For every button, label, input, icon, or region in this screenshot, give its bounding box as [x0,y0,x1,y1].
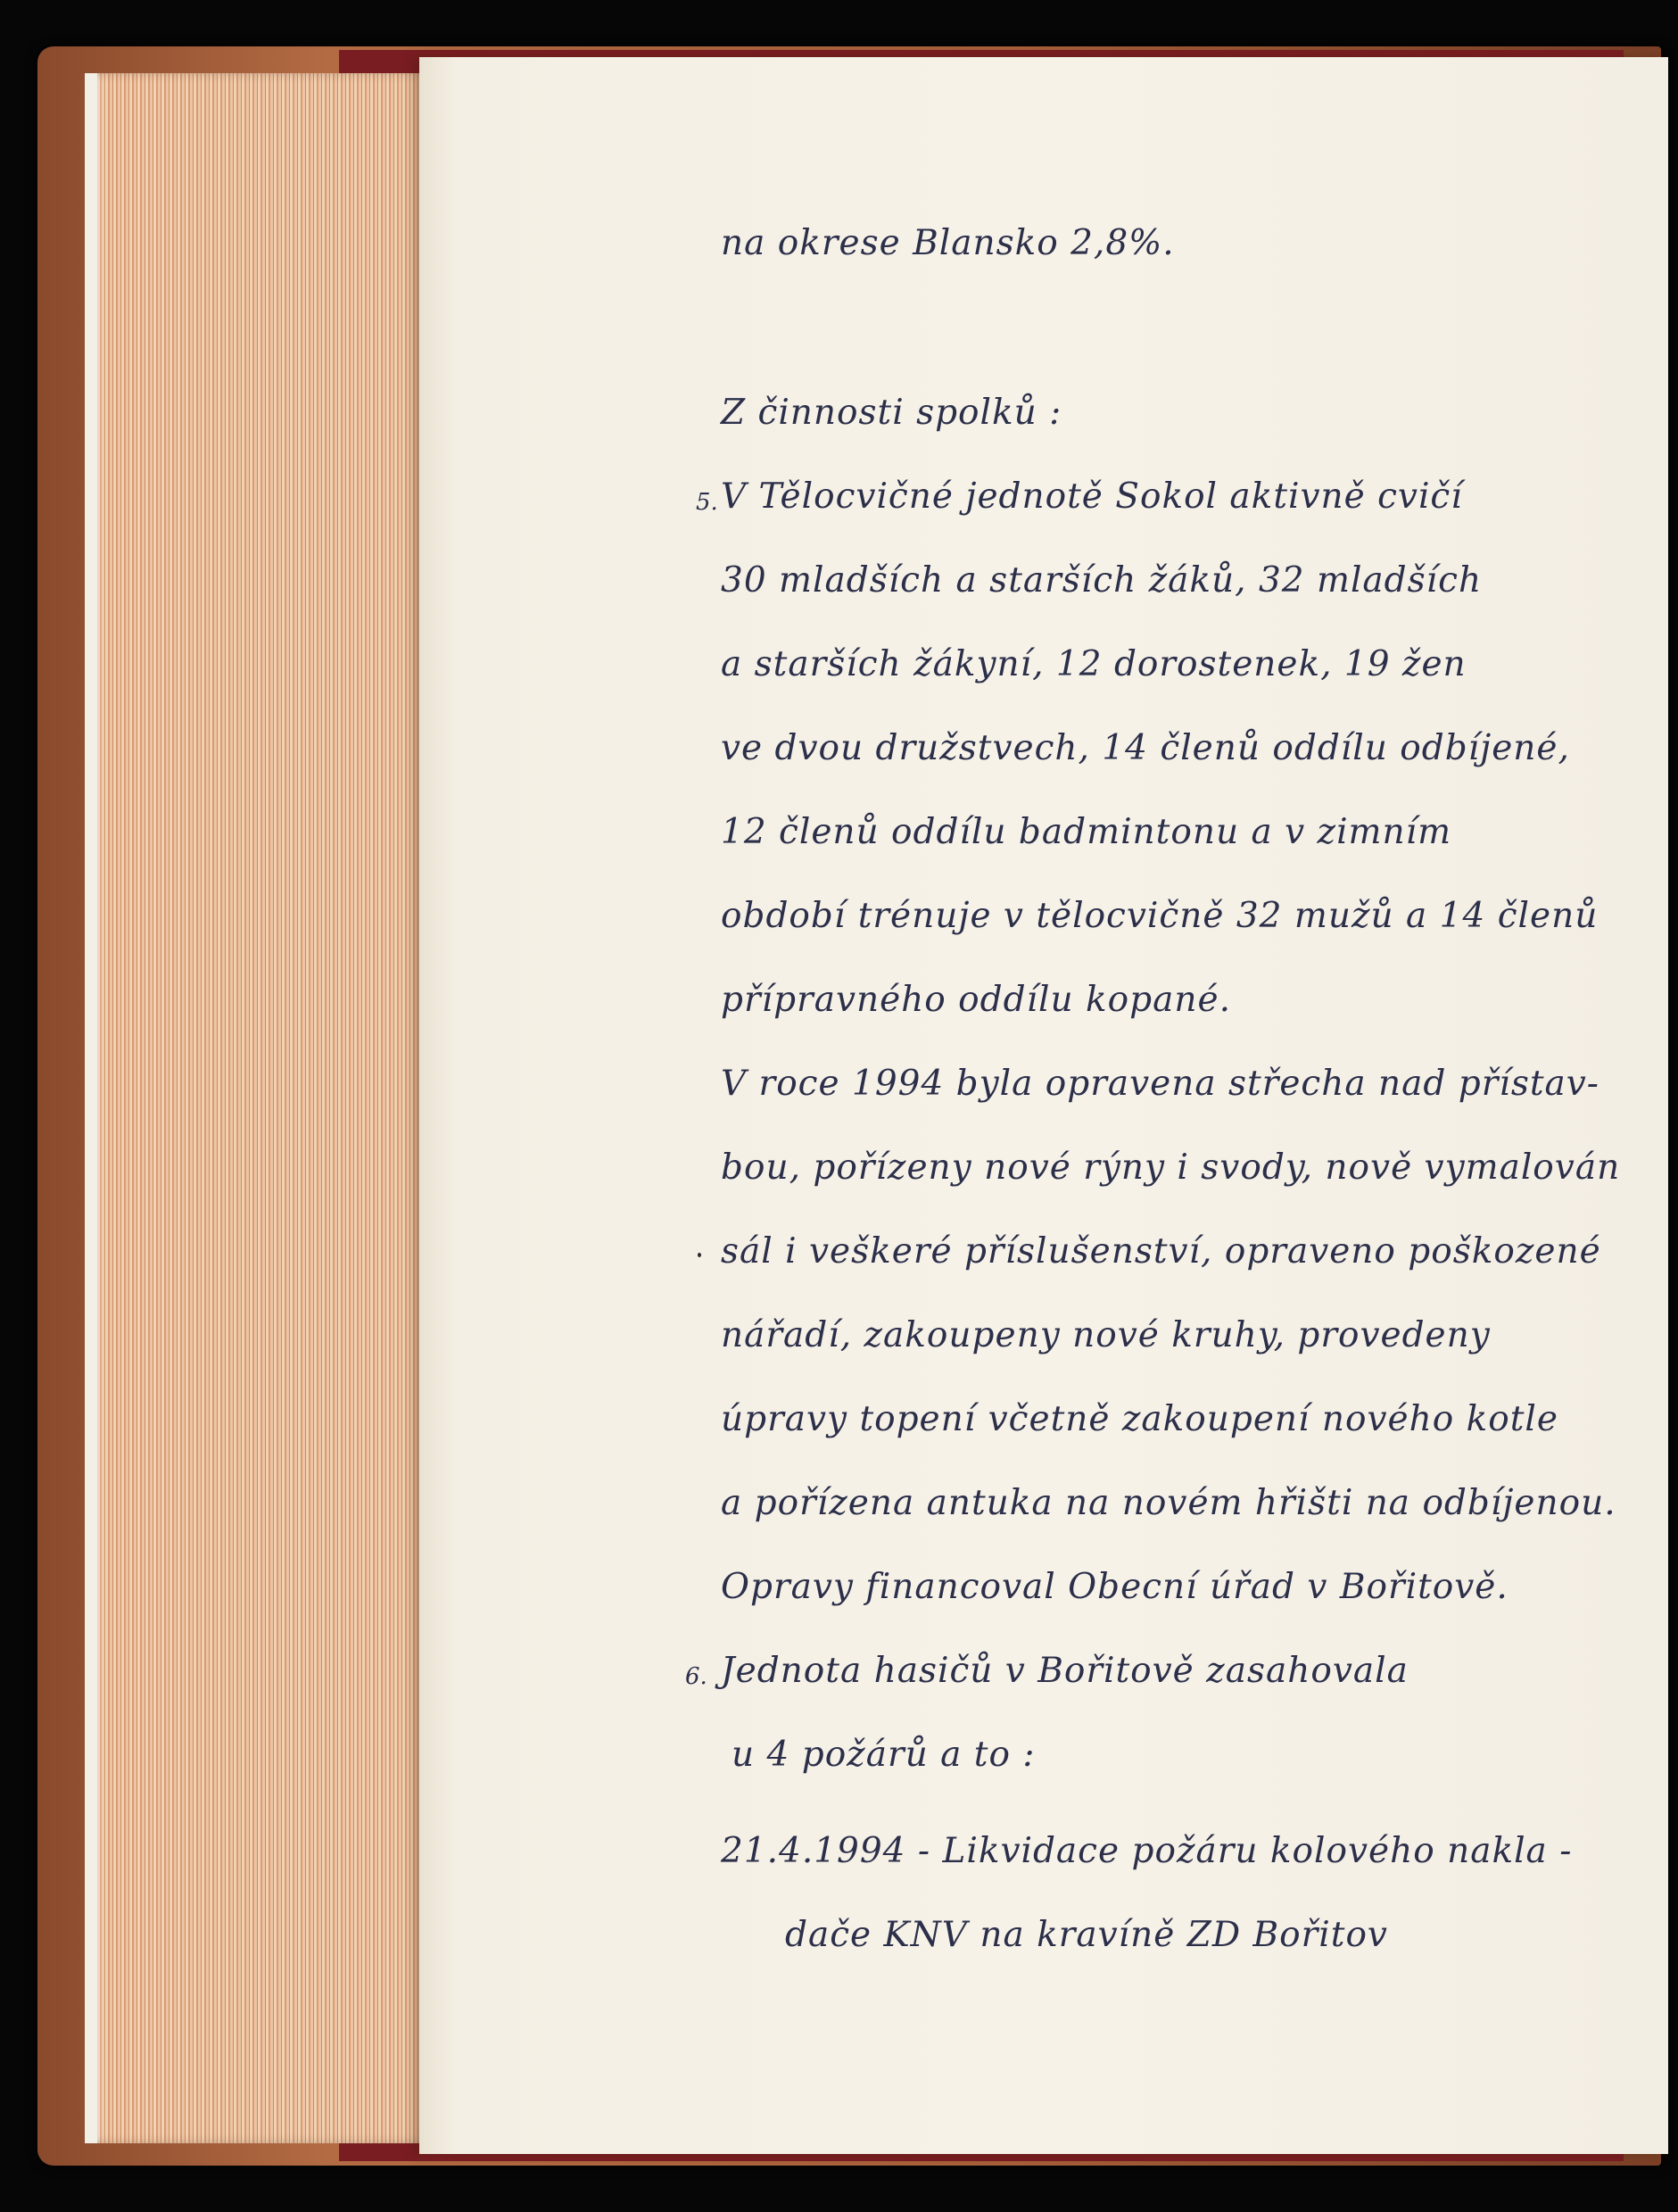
text-line: a starších žákyní, 12 dorostenek, 19 žen [721,644,1467,684]
page-edges [85,73,436,2143]
text-line: sál i veškeré příslušenství, opraveno poškozené [721,1231,1601,1272]
item-number: 6. [685,1663,707,1690]
text-line: 30 mladších a starších žáků, 32 mladších [721,560,1483,601]
section-heading: Z činnosti spolků : [721,393,1062,433]
text-line: a pořízena antuka na novém hřišti na odbíjenou. [721,1483,1616,1523]
text-line: 21.4.1994 - Likvidace požáru kolového nakla - [721,1831,1573,1871]
page-speck [698,1253,701,1257]
text-line: Opravy financoval Obecní úřad v Bořitově. [721,1567,1509,1607]
text-line: dače KNV na kravíně ZD Bořitov [785,1915,1388,1955]
text-line: bou, pořízeny nové rýny i svody, nově vymalován [721,1147,1621,1188]
text-line: úpravy topení včetně zakoupení nového kotle [721,1399,1558,1439]
text-line: V Tělocvičné jednotě Sokol aktivně cvičí [721,476,1463,517]
text-line: přípravného oddílu kopané. [721,980,1231,1020]
text-line: nářadí, zakoupeny nové kruhy, provedeny [721,1315,1491,1355]
text-line: u 4 požárů a to : [732,1735,1036,1775]
text-line: na okrese Blansko 2,8%. [721,223,1175,263]
text-line: 12 členů oddílu badmintonu a v zimním [721,812,1452,852]
text-line: ve dvou družstvech, 14 členů oddílu odbíjené, [721,728,1570,768]
text-line: období trénuje v tělocvičně 32 mužů a 14 členů [721,896,1599,936]
text-line: V roce 1994 byla opravena střecha nad přístav- [721,1064,1599,1104]
handwritten-page [419,57,1668,2154]
text-line: Jednota hasičů v Bořitově zasahovala [721,1651,1409,1691]
item-number: 5. [696,489,718,516]
